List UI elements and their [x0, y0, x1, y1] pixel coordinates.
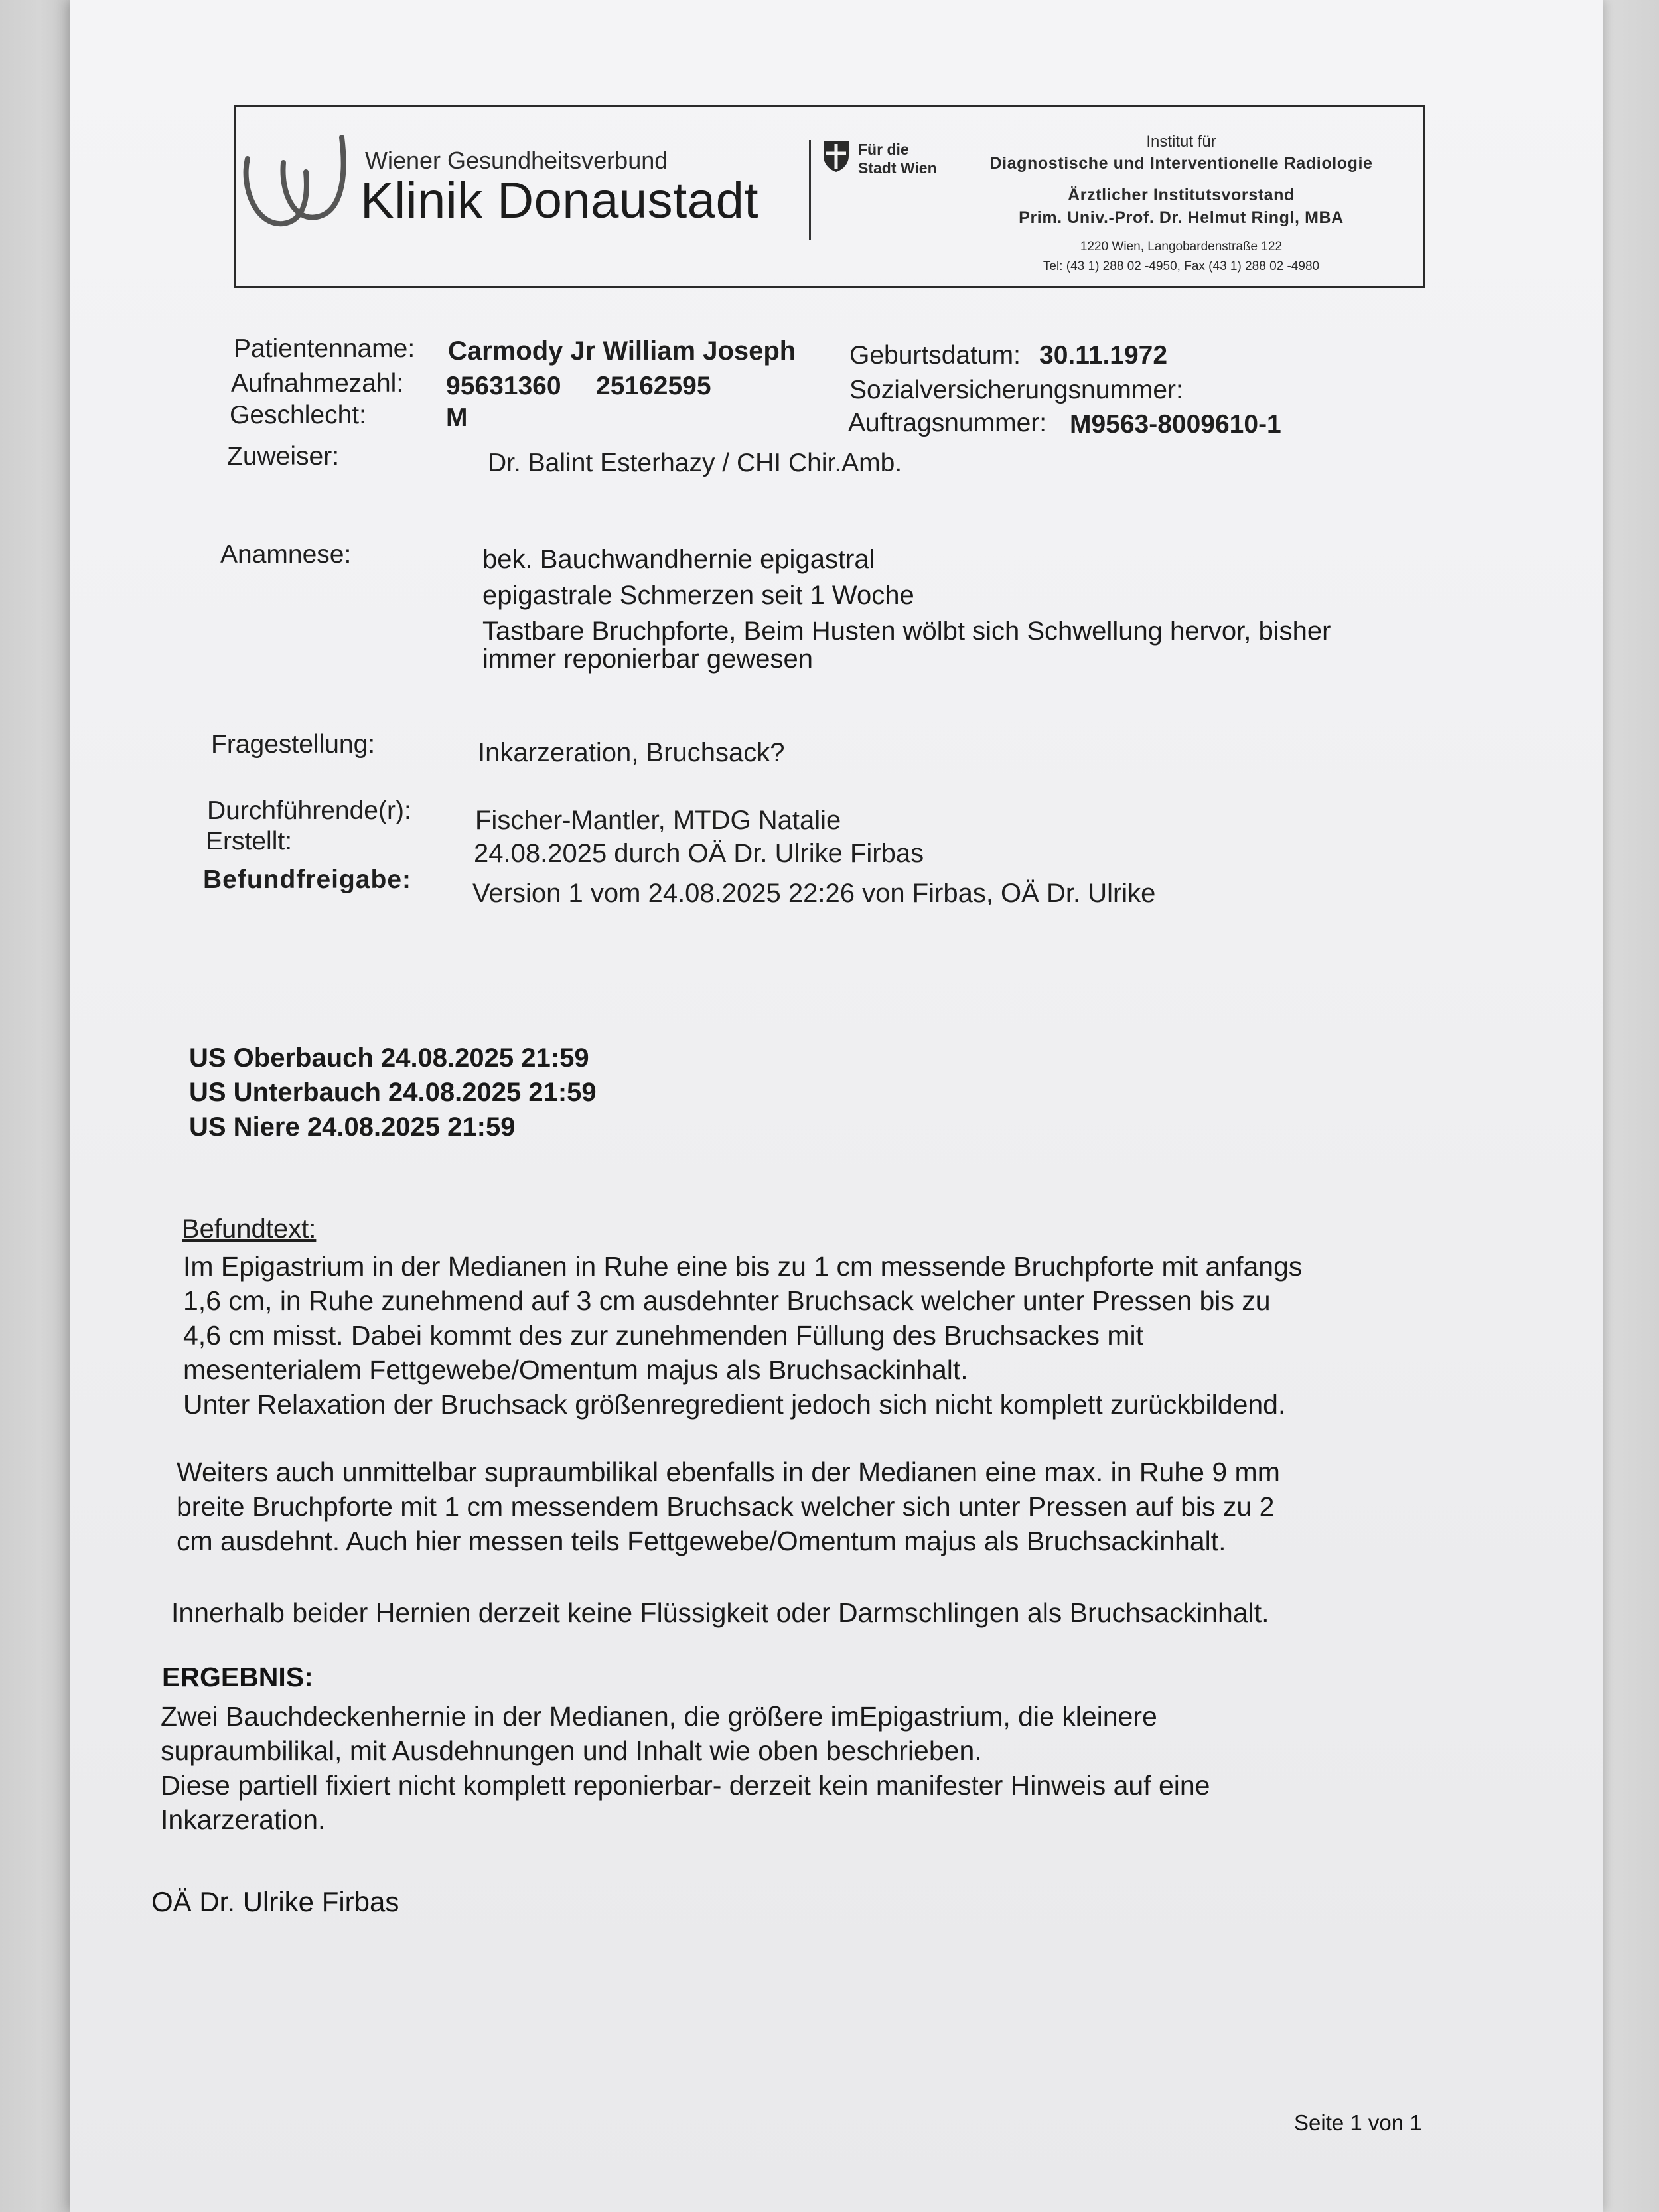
wien-label	[858, 140, 937, 177]
sex-value: M	[446, 404, 468, 432]
anamnesis-line: bek. Bauchwandhernie epigastral	[482, 545, 875, 574]
dob-label: Geburtsdatum:	[849, 341, 1021, 370]
exam-item: US Niere 24.08.2025 21:59	[189, 1112, 516, 1142]
head-name: Prim. Univ.-Prof. Dr. Helmut Ringl, MBA	[1019, 208, 1344, 227]
result-text	[161, 1699, 1210, 1837]
report-line: 4,6 cm misst. Dabei kommt des zur zunehmenden Füllung des Bruchsackes mit	[183, 1320, 1143, 1351]
clinic-name: Klinik Donaustadt	[360, 173, 758, 229]
admission-number-1: 95631360	[446, 372, 561, 400]
report-paragraph-3: Innerhalb beider Hernien derzeit keine Flüssigkeit oder Darmschlingen als Bruchsackinhalt.	[171, 1597, 1269, 1628]
signature: OÄ Dr. Ulrike Firbas	[151, 1886, 399, 1917]
order-label: Auftragsnummer:	[848, 409, 1047, 437]
release-value: Version 1 vom 24.08.2025 22:26 von Firbas, OÄ Dr. Ulrike	[472, 879, 1156, 908]
report-line: Weiters auch unmittelbar supraumbilikal ebenfalls in der Medianen eine max. in Ruhe 9 mm	[177, 1457, 1280, 1487]
created-label: Erstellt:	[206, 827, 293, 855]
exam-item: US Oberbauch 24.08.2025 21:59	[189, 1043, 589, 1072]
institute-address: 1220 Wien, Langobardenstraße 122	[1080, 240, 1283, 254]
report-heading: Befundtext:	[182, 1215, 317, 1244]
performer-label: Durchführende(r):	[207, 796, 411, 825]
patient-name: Carmody Jr William Joseph	[448, 336, 796, 366]
wigev-logo-icon	[242, 133, 348, 233]
organization-name: Wiener Gesundheitsverbund	[365, 147, 668, 174]
header-divider	[809, 140, 811, 240]
page-number: Seite 1 von 1	[1294, 2110, 1422, 2135]
result-line: Diese partiell fixiert nicht komplett reponierbar- derzeit kein manifester Hinweis auf eine	[161, 1770, 1210, 1801]
report-line: mesenterialem Fettgewebe/Omentum majus als Bruchsackinhalt.	[183, 1355, 968, 1385]
institute-block	[939, 132, 1423, 277]
admission-number-2: 25162595	[596, 372, 711, 400]
wien-line-1: Für die	[858, 141, 909, 158]
report-line: breite Bruchpforte mit 1 cm messendem Bruchsack welcher sich unter Pressen auf bis zu 2	[177, 1491, 1275, 1522]
dob-value: 30.11.1972	[1039, 341, 1168, 370]
institute-phone: Tel: (43 1) 288 02 -4950, Fax (43 1) 288 02 -4980	[1043, 259, 1320, 273]
anamnesis-line: epigastrale Schmerzen seit 1 Woche	[482, 581, 914, 610]
exam-list	[189, 1041, 597, 1144]
wien-shield-icon	[822, 140, 850, 173]
head-title: Ärztlicher Institutsvorstand	[1068, 186, 1295, 204]
report-paragraph-1	[183, 1249, 1302, 1422]
admission-label: Aufnahmezahl:	[231, 369, 404, 398]
report-line: 1,6 cm, in Ruhe zunehmend auf 3 cm ausdehnter Bruchsack welcher unter Pressen bis zu	[183, 1286, 1271, 1316]
patient-name-label: Patientenname:	[234, 334, 415, 363]
anamnesis-line: immer reponierbar gewesen	[482, 644, 814, 674]
report-paragraph-2	[177, 1455, 1280, 1558]
sex-label: Geschlecht:	[230, 401, 366, 429]
anamnesis-text	[482, 542, 1331, 677]
letterhead-box	[234, 105, 1425, 288]
wien-line-2: Stadt Wien	[858, 159, 937, 177]
referrer-value: Dr. Balint Esterhazy / CHI Chir.Amb.	[488, 449, 902, 477]
anamnesis-label: Anamnese:	[220, 540, 352, 569]
result-line: Zwei Bauchdeckenhernie in der Medianen, die größere imEpigastrium, die kleinere	[161, 1701, 1157, 1732]
order-number: M9563-8009610-1	[1070, 410, 1281, 439]
report-line: Im Epigastrium in der Medianen in Ruhe eine bis zu 1 cm messende Bruchpforte mit anfangs	[183, 1251, 1303, 1282]
result-heading: ERGEBNIS:	[162, 1662, 313, 1692]
referrer-label: Zuweiser:	[227, 442, 340, 471]
anamnesis-line: Tastbare Bruchpforte, Beim Husten wölbt sich Schwellung hervor, bisher	[482, 617, 1331, 646]
result-line: supraumbilikal, mit Ausdehnungen und Inhalt wie oben beschrieben.	[161, 1735, 982, 1766]
report-line: cm ausdehnt. Auch hier messen teils Fettgewebe/Omentum majus als Bruchsackinhalt.	[177, 1526, 1226, 1556]
created-value: 24.08.2025 durch OÄ Dr. Ulrike Firbas	[474, 839, 924, 868]
question-label: Fragestellung:	[211, 730, 376, 759]
exam-item: US Unterbauch 24.08.2025 21:59	[189, 1078, 597, 1107]
question-text: Inkarzeration, Bruchsack?	[478, 738, 785, 767]
ssn-label: Sozialversicherungsnummer:	[849, 376, 1183, 404]
release-label: Befundfreigabe:	[203, 865, 412, 894]
performer-value: Fischer-Mantler, MTDG Natalie	[475, 806, 841, 835]
report-line: Unter Relaxation der Bruchsack größenregredient jedoch sich nicht komplett zurückbildend.	[183, 1389, 1286, 1420]
institute-label: Institut für	[1146, 133, 1216, 151]
institute-name: Diagnostische und Interventionelle Radiologie	[989, 154, 1373, 173]
result-line: Inkarzeration.	[161, 1805, 326, 1835]
